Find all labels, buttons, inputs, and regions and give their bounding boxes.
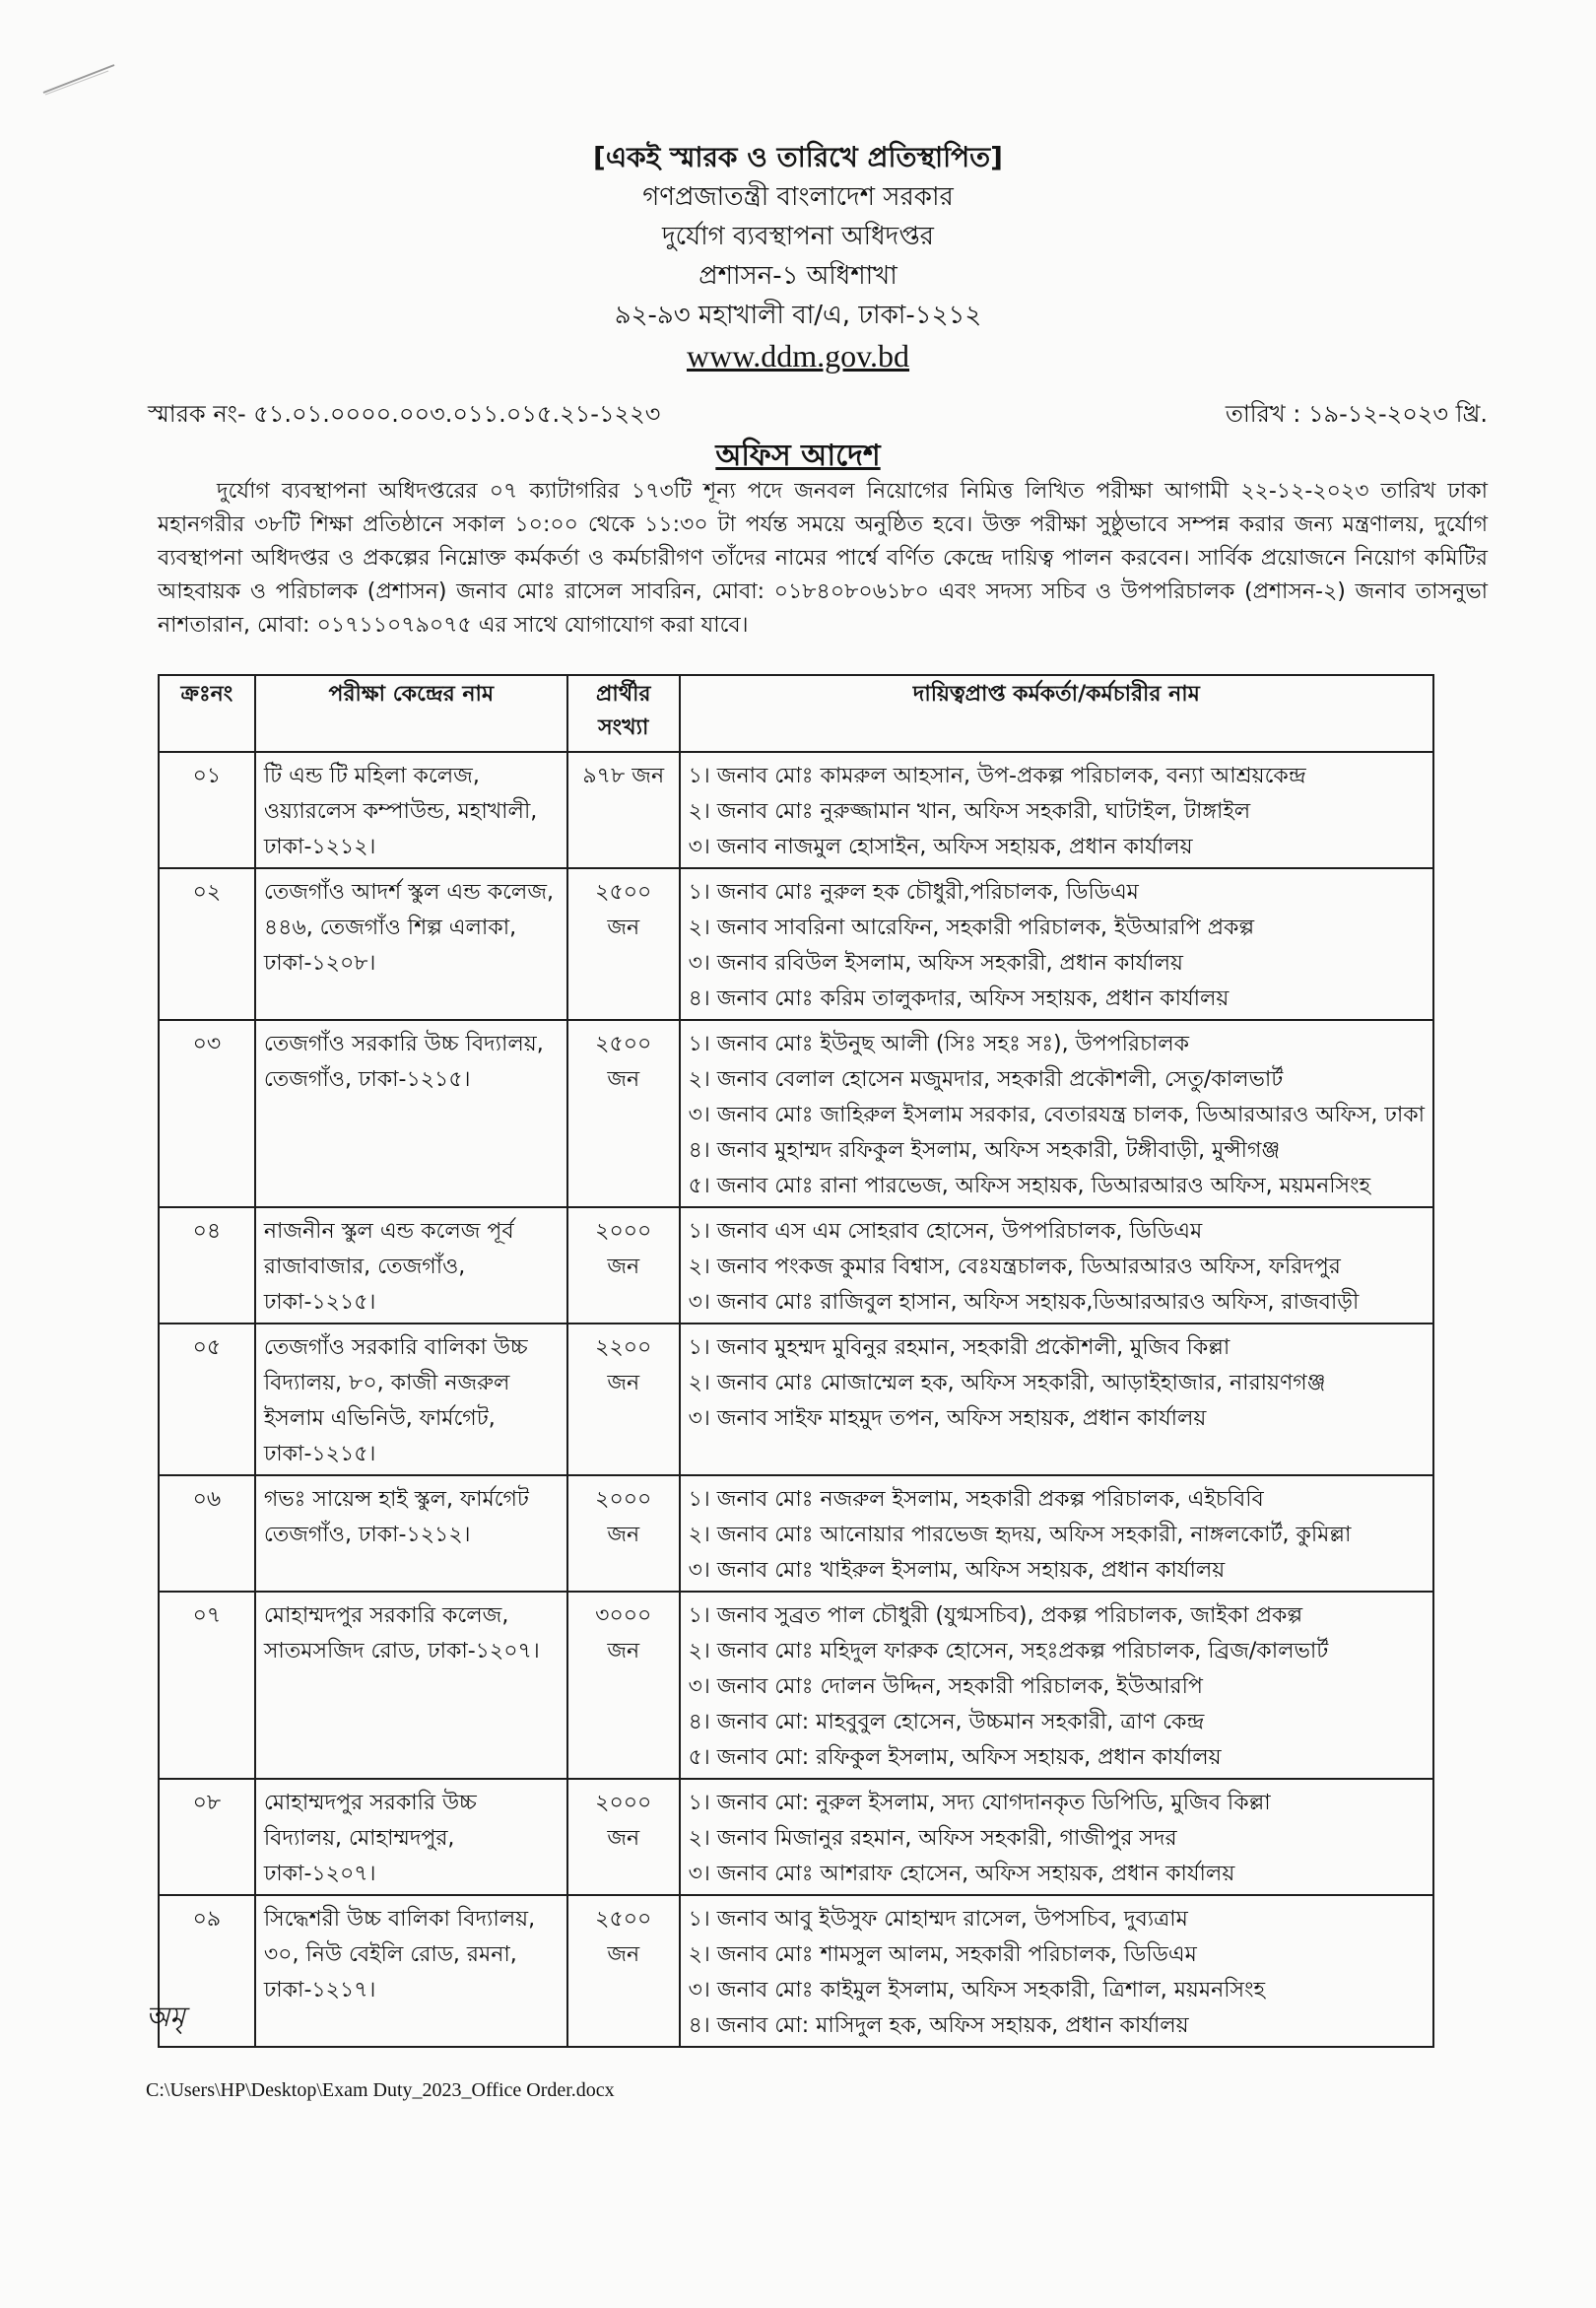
officer-entry: ১। জনাব সুব্রত পাল চৌধুরী (যুগ্মসচিব), প্রকল্প পরিচালক, জাইকা প্রকল্প [688,1603,1303,1628]
table-row [159,1020,1433,1207]
candidate-count-cell: ২২০০ জন [567,1324,680,1475]
centre-cell: সিদ্ধেশরী উচ্চ বালিকা বিদ্যালয়, ৩০, নিউ বেইলি রোড, রমনা, ঢাকা-১২১৭। [255,1895,567,2047]
officer-entry: ২। জনাব মোঃ শামসুল আলম, সহকারী পরিচালক, ডিডিএম [688,1942,1197,1967]
office-address: ৯২-৯৩ মহাখালী বা/এ, ঢাকা-১২১২ [614,301,982,330]
candidate-count-cell: ২৫০০ জন [567,1895,680,2047]
centre-cell: নাজনীন স্কুল এন্ড কলেজ পূর্ব রাজাবাজার, তেজগাঁও, ঢাকা-১২১৫। [255,1207,567,1324]
centre-cell: তেজগাঁও সরকারি উচ্চ বিদ্যালয়, তেজগাঁও, ঢাকা-১২১৫। [255,1020,567,1207]
officer-entry: ২। জনাব মোঃ মহিদুল ফারুক হোসেন, সহঃপ্রকল্প পরিচালক, ব্রিজ/কালভার্ট [688,1639,1329,1663]
officers-cell [680,1475,1433,1592]
officer-entry: ২। জনাব মিজানুর রহমান, অফিস সহকারী, গাজীপুর সদর [688,1826,1177,1851]
officer-entry: ১। জনাব মোঃ ইউনুছ আলী (সিঃ সহঃ সঃ), উপপরিচালক [688,1032,1190,1056]
officer-entry: ৩। জনাব মোঃ দোলন উদ্দিন, সহকারী পরিচালক, ইউআরপি [688,1674,1203,1699]
serial-cell: ০৬ [159,1475,255,1592]
officer-entry: ২। জনাব বেলাল হোসেন মজুমদার, সহকারী প্রকৌশলী, সেতু/কালভার্ট [688,1067,1284,1092]
order-title: অফিস আদেশ [715,439,881,473]
candidate-count-cell: ২৫০০ জন [567,1020,680,1207]
officer-entry: ৩। জনাব নাজমুল হোসাইন, অফিস সহায়ক, প্রধান কার্যালয় [688,835,1193,859]
serial-cell: ০৪ [159,1207,255,1324]
centre-cell: তেজগাঁও আদর্শ স্কুল এন্ড কলেজ, ৪৪৬, তেজগাঁও শিল্প এলাকা, ঢাকা-১২০৮। [255,868,567,1020]
header-officers: দায়িত্বপ্রাপ্ত কর্মকর্তা/কর্মচারীর নাম [680,675,1433,752]
department-name: দুর্যোগ ব্যবস্থাপনা অধিদপ্তর [662,222,934,251]
serial-cell: ০৮ [159,1779,255,1895]
officer-entry: ১। জনাব এস এম সোহরাব হোসেন, উপপরিচালক, ডিডিএম [688,1219,1203,1244]
reissue-note: [একই স্মারক ও তারিখে প্রতিস্থাপিত] [593,141,1003,173]
table-row [159,1779,1433,1895]
officers-cell [680,752,1433,868]
officer-entry: ৫। জনাব মো: রফিকুল ইসলাম, অফিস সহায়ক, প্রধান কার্যালয় [688,1745,1222,1770]
duty-table [158,674,1434,2048]
duty-table-body [159,752,1433,2047]
officer-entry: ১। জনাব মোঃ নুরুল হক চৌধুরী,পরিচালক, ডিডিএম [688,880,1139,905]
table-row [159,1207,1433,1324]
officer-entry: ২। জনাব মোঃ মোজাম্মেল হক, অফিস সহকারী, আড়াইহাজার, নারায়ণগঞ্জ [688,1371,1326,1395]
officer-entry: ৪। জনাব মুহাম্মদ রফিকুল ইসলাম, অফিস সহকারী, টঙ্গীবাড়ী, মুন্সীগঞ্জ [688,1138,1281,1163]
serial-cell: ০৭ [159,1592,255,1779]
candidate-count-cell: ৩০০০ জন [567,1592,680,1779]
header-count: প্রার্থীর সংখ্যা [567,675,680,752]
table-row [159,752,1433,868]
signature-initials: অমৃ [146,2001,185,2033]
table-row [159,868,1433,1020]
officer-entry: ৪। জনাব মো: মাহবুবুল হোসেন, উচ্চমান সহকারী, ত্রাণ কেন্দ্র [688,1710,1205,1734]
officer-entry: ৩। জনাব মোঃ আশরাফ হোসেন, অফিস সহায়ক, প্রধান কার্যালয় [688,1862,1235,1886]
officer-entry: ১। জনাব মোঃ কামরুল আহসান, উপ-প্রকল্প পরিচালক, বন্যা আশ্রয়কেন্দ্র [688,764,1306,788]
candidate-count-cell: ২০০০ জন [567,1207,680,1324]
table-row [159,1324,1433,1475]
officer-entry: ১। জনাব মো: নুরুল ইসলাম, সদ্য যোগদানকৃত ডিপিডি, মুজিব কিল্লা [688,1791,1271,1815]
order-body: দুর্যোগ ব্যবস্থাপনা অধিদপ্তরের ০৭ ক্যাটাগরির ১৭৩টি শূন্য পদে জনবল নিয়োগের নিমিত্ত লিখিত পরীক্ষা আগামী ২২-১২-২০২৩ তারিখ ঢাকা মহানগরীর ৩৮টি শিক্ষা প্রতিষ্ঠানে সকাল ১০:০০ থেকে ১১:৩০ টা পর্যন্ত সময়ে অনুষ্ঠিত হবে। উক্ত পরীক্ষা সুষ্ঠুভাবে সম্পন্ন করার জন্য মন্ত্রণালয়, দুর্যোগ ব্যবস্থাপনা অধিদপ্তর ও প্রকল্পের নিম্নোক্ত কর্মকর্তা ও কর্মচারীগণ তাঁদের নামের পার্শ্বে বর্ণিত কেন্দ্রে দায়িত্ব পালন করবেন। সার্বিক প্রয়োজনে নিয়োগ কমিটির আহবায়ক ও পরিচালক (প্রশাসন) জনাব মোঃ রাসেল সাবরিন, মোবা: ০১৮৪০৮০৬১৮০ এবং সদস্য সচিব ও উপপরিচালক (প্রশাসন-২) জনাব তাসনুভা নাশতারান, মোবা: ০১৭১১০৭৯০৭৫ এর সাথে যোগাযোগ করা যাবে। [158,479,1488,638]
candidate-count-cell: ৯৭৮ জন [567,752,680,868]
table-row [159,1895,1433,2047]
officer-entry: ৩। জনাব রবিউল ইসলাম, অফিস সহকারী, প্রধান কার্যালয় [688,951,1183,976]
officers-cell [680,1895,1433,2047]
officer-entry: ৪। জনাব মোঃ করিম তালুকদার, অফিস সহায়ক, প্রধান কার্যালয় [688,986,1230,1011]
officer-entry: ৩। জনাব মোঃ কাইমুল ইসলাম, অফিস সহকারী, ত্রিশাল, ময়মনসিংহ [688,1978,1266,2003]
officer-entry: ২। জনাব মোঃ নুরুজ্জামান খান, অফিস সহকারী, ঘাটাইল, টাঙ্গাইল [688,799,1251,824]
file-path: C:\Users\HP\Desktop\Exam Duty_2023_Office Order.docx [146,2079,615,2101]
officer-entry: ১। জনাব মোঃ নজরুল ইসলাম, সহকারী প্রকল্প পরিচালক, এইচবিবি [688,1487,1264,1512]
memo-date: তারিখ : ১৯-১২-২০২৩ খ্রি. [1225,400,1488,428]
officer-entry: ১। জনাব আবু ইউসুফ মোহাম্মদ রাসেল, উপসচিব, দুব্যত্রাম [688,1907,1188,1932]
centre-cell: মোহাম্মদপুর সরকারি উচ্চ বিদ্যালয়, মোহাম্মদপুর, ঢাকা-১২০৭। [255,1779,567,1895]
serial-cell: ০৯ [159,1895,255,2047]
table-row [159,1592,1433,1779]
memo-number: স্মারক নং- ৫১.০১.০০০০.০০৩.০১১.০১৫.২১-১২২৩ [148,400,661,428]
officers-cell [680,1020,1433,1207]
pen-mark [39,59,118,99]
serial-cell: ০৩ [159,1020,255,1207]
centre-cell: টি এন্ড টি মহিলা কলেজ, ওয়্যারলেস কম্পাউন্ড, মহাখালী, ঢাকা-১২১২। [255,752,567,868]
officer-entry: ৩। জনাব মোঃ জাহিরুল ইসলাম সরকার, বেতারযন্ত্র চালক, ডিআরআরও অফিস, ঢাকা [688,1103,1425,1127]
candidate-count-cell: ২০০০ জন [567,1779,680,1895]
officers-cell [680,868,1433,1020]
centre-cell: গভঃ সায়েন্স হাই স্কুল, ফার্মগেট তেজগাঁও, ঢাকা-১২১২। [255,1475,567,1592]
table-row [159,1475,1433,1592]
candidate-count-cell: ২৫০০ জন [567,868,680,1020]
officer-entry: ১। জনাব মুহম্মদ মুবিনুর রহমান, সহকারী প্রকৌশলী, মুজিব কিল্লা [688,1335,1230,1360]
centre-cell: তেজগাঁও সরকারি বালিকা উচ্চ বিদ্যালয়, ৮০, কাজী নজরুল ইসলাম এভিনিউ, ফার্মগেট, ঢাকা-১২১৫। [255,1324,567,1475]
branch-name: প্রশাসন-১ অধিশাখা [698,261,898,291]
centre-cell: মোহাম্মদপুর সরকারি কলেজ, সাতমসজিদ রোড, ঢাকা-১২০৭। [255,1592,567,1779]
government-name: গণপ্রজাতন্ত্রী বাংলাদেশ সরকার [642,182,954,212]
header-centre: পরীক্ষা কেন্দ্রের নাম [255,675,567,752]
serial-cell: ০৫ [159,1324,255,1475]
header-sl: ক্রঃনং [159,675,255,752]
table-header-row [159,675,1433,752]
officer-entry: ২। জনাব সাবরিনা আরেফিন, সহকারী পরিচালক, ইউআরপি প্রকল্প [688,916,1255,940]
officers-cell [680,1592,1433,1779]
officer-entry: ২। জনাব পংকজ কুমার বিশ্বাস, বেঃযন্ত্রচালক, ডিআরআরও অফিস, ফরিদপুর [688,1255,1341,1279]
officer-entry: ৩। জনাব মোঃ খাইরুল ইসলাম, অফিস সহায়ক, প্রধান কার্যালয় [688,1558,1226,1583]
officer-entry: ৪। জনাব মো: মাসিদুল হক, অফিস সহায়ক, প্রধান কার্যালয় [688,2013,1189,2038]
candidate-count-cell: ২০০০ জন [567,1475,680,1592]
officers-cell [680,1779,1433,1895]
serial-cell: ০২ [159,868,255,1020]
serial-cell: ০১ [159,752,255,868]
officer-entry: ৫। জনাব মোঃ রানা পারভেজ, অফিস সহায়ক, ডিআরআরও অফিস, ময়মনসিংহ [688,1174,1371,1198]
letterhead [0,138,1596,376]
officer-entry: ৩। জনাব সাইফ মাহমুদ তপন, অফিস সহায়ক, প্রধান কার্যালয় [688,1406,1207,1431]
website-link[interactable]: www.ddm.gov.bd [686,338,910,373]
officers-cell [680,1207,1433,1324]
officers-cell [680,1324,1433,1475]
officer-entry: ৩। জনাব মোঃ রাজিবুল হাসান, অফিস সহায়ক,ডিআরআরও অফিস, রাজবাড়ী [688,1290,1360,1315]
officer-entry: ২। জনাব মোঃ আনোয়ার পারভেজ হৃদয়, অফিস সহকারী, নাঙ্গলকোর্ট, কুমিল্লা [688,1523,1352,1547]
